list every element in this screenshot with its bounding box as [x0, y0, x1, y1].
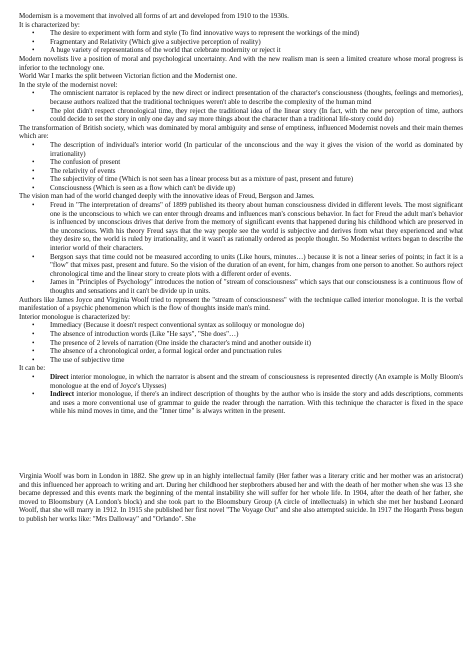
list-item: • The absence of a chronological order, a formal logical order and punctuation rules — [19, 347, 463, 356]
list-item: • Bergson says that time could not be measured according to units (Like hours, minutes…) because it is not a linear series of points; in fact it is a "flow" that mixes past, present and future. So the vision of the duration of an event, for him, changes from one person to another. So authors reject chronological time and the linear story to create plots with a different order of events. — [19, 253, 463, 279]
spacer — [19, 416, 463, 472]
bullet-list — [19, 321, 463, 364]
bullet-list — [19, 201, 463, 296]
bullet-list — [19, 29, 463, 55]
list-item: • The presence of 2 levels of narration (One inside the character's mind and another outside it) — [19, 339, 463, 348]
list-item: • Consciousness (Which is seen as a flow which can't be divide up) — [19, 184, 463, 193]
list-item: • Freud in "The interpretation of dreams" of 1899 published its theory about human consciousness divided in different levels. The most significant one is the unconscious to which we can enter through dreams and influences man's conscious behavior. In fact for Freud the adult man's behavior is influenced by unconscious drives that derive from the memory of significant events that happened during his childhood which are preserved in the unconscious. With his theory Freud says that the way people see the world is subjective and derives from what they experienced and what they desire so, the world is ruled by irrationality, and it wasn't as rationally ordered as people thought. So Modernist writers began to describe the interior world of their characters. — [19, 201, 463, 253]
list-item: • The subjectivity of time (Which is not seen has a linear process but as a mixture of past, present and future) — [19, 175, 463, 184]
list-item: • Fragmentary and Relativity (Which give a subjective perception of reality) — [19, 38, 463, 47]
list-item: • Immediacy (Because it doesn't respect conventional syntax as soliloquy or monologue do) — [19, 321, 463, 330]
bold-term: Direct — [50, 372, 69, 381]
paragraph: Modernism is a movement that involved all forms of art and developed from 1910 to the 1930s. — [19, 12, 289, 20]
list-item: • James in "Principles of Psychology" introduces the notion of "stream of consciousness" which says that our consciousness is a continuous flow of thoughts and sensations and it can't be divide up in units. — [19, 278, 463, 295]
paragraph: World War I marks the split between Victorian fiction and the Modernist one. — [19, 72, 237, 81]
list-item — [19, 390, 463, 416]
paragraph: In the style of the modernist novel: — [19, 80, 118, 89]
list-item: • The absence of introduction words (Like "He says", "She does"…) — [19, 330, 463, 339]
list-item: • The desire to experiment with form and style (To find innovative ways to represent the workings of the mind) — [19, 29, 463, 38]
paragraph: Interior monologue is characterized by: — [19, 312, 131, 321]
list-item: • A huge variety of representations of the world that celebrate modernity or reject it — [19, 46, 463, 55]
list-item: • The description of individual's interior world (In particular of the unconscious and the way it gives the vision of the world as dominated by irrationality) — [19, 141, 463, 158]
item-text: interior monologue, if there's an indirect description of thoughts by the author who is inside the story and adds descriptions, comments and uses a more conventional use of grammar to guide the reader through the narration. With this technique the character is fixed in the space while his mind moves in time, and the "Inner time" is always written in the present. — [50, 390, 463, 416]
paragraph: Authors like James Joyce and Virginia Woolf tried to represent the "stream of consciousness" with the technique called interior monologue. It is the verbal manifestation of a psychic phenomenon which is the flow of thoughts inside man's mind. — [19, 295, 463, 313]
bold-term: Indirect — [50, 390, 75, 399]
bullet-list — [19, 89, 463, 123]
list-item: • The omniscient narrator is replaced by the new direct or indirect presentation of the character's consciousness (thoughts, feelings and memories), because authors realized that the traditional techniques weren't able to describe the complexity of the human mind — [19, 89, 463, 106]
paragraph: The vision man had of the world changed deeply with the innovative ideas of Freud, Bergson and James. — [19, 192, 315, 201]
list-item: • The relativity of events — [19, 167, 463, 176]
paragraph: It is characterized by: — [19, 20, 80, 29]
item-text: interior monologue, in which the narrator is absent and the stream of consciousness is represented directly (An example is Molly Bloom's monologue at the end of Joyce's Ulysses) — [50, 372, 463, 390]
bullet-list — [19, 373, 463, 416]
paragraph: It can be: — [19, 364, 46, 373]
paragraph: Virginia Woolf was born in London in 1882. She grew up in an highly intellectual family (Her father was a literary critic and her mother was an aristocrat) and this influenced her approach to writing and art. During her childhood her stepbrothers abused her and with the death of her mother when she was 13 she became depressed and this events mark the beginning of the mental instability she will suffer for her whole life. In 1904, after the death of her father, she moved to Bloomsbury (A London's block) and she took part to the Bloomsbury Group (A circle of intellectuals) in which she met her husband Leonard Woolf, that she will marry in 1912. In 1915 she published her first novel "The Voyage Out" and she also attempted suicide. In 1917 the Hogarth Press begun to publish her works like: "Mrs Dalloway" and "Orlando". She — [19, 471, 463, 523]
list-item: • The confusion of present — [19, 158, 463, 167]
bullet-list — [19, 141, 463, 193]
paragraph: Modern novelists live a position of moral and psychological uncertainty. And with the new realism man is seen a limited creature whose moral progress is inferior to the technology one. — [19, 54, 463, 72]
list-item — [19, 373, 463, 390]
list-item: • The use of subjective time — [19, 356, 463, 365]
paragraph: The transformation of British society, which was dominated by moral ambiguity and sense of emptiness, influenced Modernist novels and their main themes which are: — [19, 123, 463, 141]
list-item: • The plot didn't respect chronological time, they reject the traditional idea of the linear story (In fact, with the new perception of time, authors could decide to set the story in only one day and say more things about the character than a traditional life-story could do) — [19, 107, 463, 124]
